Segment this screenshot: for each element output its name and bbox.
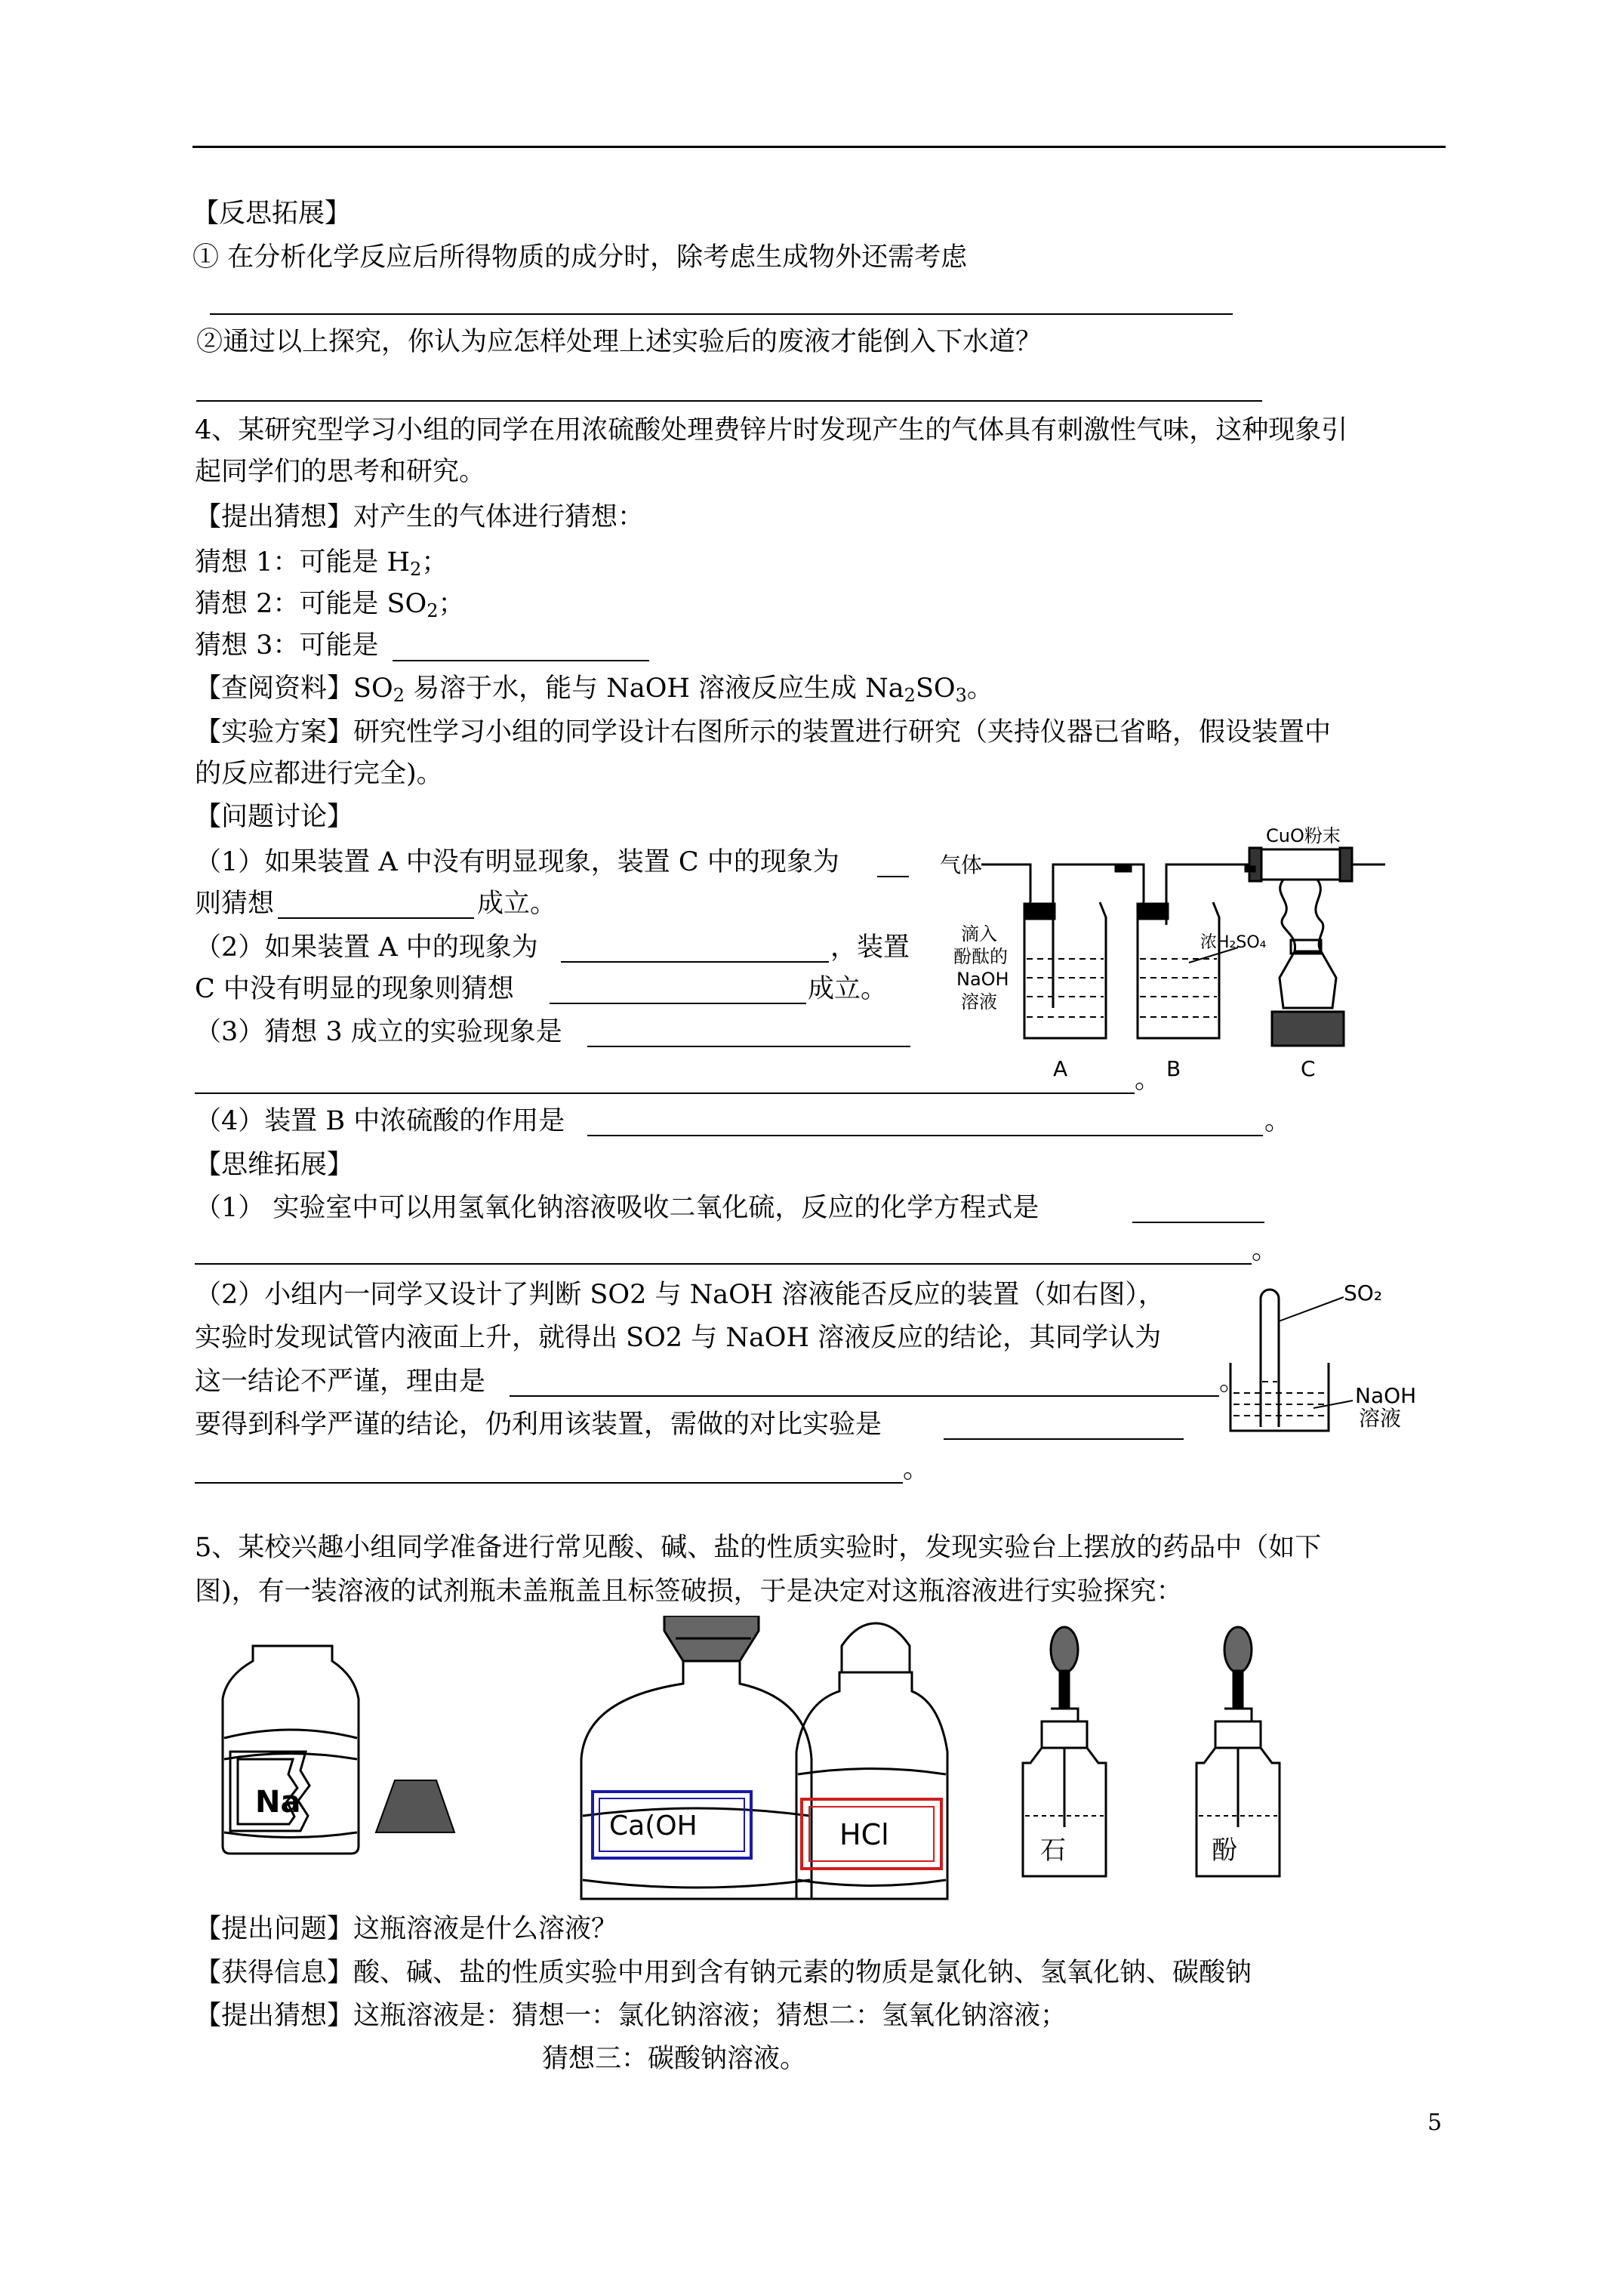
q5-intro-line-2: 图)，有一装溶液的试剂瓶未盖瓶盖且标签破损，于是决定对这瓶溶液进行实验探究： (195, 1576, 1183, 1607)
plan-line-1 (195, 713, 1331, 751)
subscript: 2 (427, 600, 439, 621)
think-2c: 这一结论不严谨，理由是 (195, 1367, 486, 1397)
think-1: （1） 实验室中可以用氢氧化钠溶液吸收二氧化硫，反应的化学方程式是 (195, 1193, 1039, 1223)
hypothesis-2 (195, 585, 465, 623)
info-text: 易溶于水，能与 NaOH 溶液反应生成 Na (404, 673, 904, 704)
bottle-a-letter: A (1053, 1056, 1068, 1081)
info-text: 酸、碱、盐的性质实验中用到含有钠元素的物质是氯化钠、氢氧化钠、碳酸钠 (353, 1958, 1252, 1988)
discussion-2d: 成立。 (808, 974, 888, 1004)
subscript: 2 (393, 685, 405, 706)
bottle-b-letter: B (1166, 1056, 1181, 1081)
section-heading: 【提出猜想】 (195, 2001, 354, 2031)
header-rule (192, 146, 1446, 148)
plan-text: 研究性学习小组的同学设计右图所示的装置进行研究（夹持仪器已省略，假设装置中 (353, 717, 1332, 747)
question-line (195, 1910, 617, 1948)
answer-blank[interactable] (195, 1482, 903, 1484)
section-heading: 【实验方案】 (195, 717, 354, 747)
discussion-2c: C 中没有明显的现象则猜想 (195, 974, 514, 1004)
hypothesis-text: 这瓶溶液是：猜想一：氯化钠溶液；猜想二：氢氧化钠溶液； (353, 2001, 1067, 2031)
page-number: 5 (1427, 2110, 1443, 2136)
info-line (195, 1954, 1252, 1992)
answer-blank[interactable] (210, 313, 1233, 315)
answer-blank[interactable] (877, 876, 909, 877)
bottle-a-label-line: 滴入 (961, 923, 997, 945)
subscript: 3 (955, 685, 967, 706)
hypothesis-1-text: 猜想 1：可能是 H (195, 547, 411, 578)
solution-label: 溶液 (1359, 1406, 1402, 1431)
think-2c-end: 。 (1219, 1367, 1246, 1397)
bottle-a-label-line: NaOH (956, 969, 1009, 990)
answer-blank[interactable] (561, 961, 829, 963)
discussion-3-end: 。 (1135, 1065, 1162, 1095)
q4-intro-line-1: 4、某研究型学习小组的同学在用浓硫酸处理费锌片时发现产生的气体具有刺激性气味，这种现象引 (195, 415, 1348, 445)
punctuation: ； (421, 547, 448, 578)
answer-blank[interactable] (587, 1046, 910, 1047)
bottle-cap (376, 1780, 454, 1832)
reagent-bottles-illustration (211, 1616, 1419, 1903)
section-heading: 【查阅资料】 (195, 673, 354, 704)
answer-blank[interactable] (1132, 1222, 1264, 1223)
punctuation: 。 (966, 673, 993, 704)
think-2b: 实验时发现试管内液面上升，就得出 SO2 与 NaOH 溶液反应的结论，其同学认为 (195, 1323, 1162, 1353)
subscript: 2 (904, 685, 916, 706)
question-text: 这瓶溶液是什么溶液？ (353, 1914, 618, 1944)
hcl-label-text: HCl (839, 1818, 889, 1851)
unlabeled-bottle (223, 1646, 359, 1854)
answer-blank[interactable] (550, 1003, 806, 1004)
apparatus-diagram (940, 819, 1423, 1099)
hypothesis-3: 猜想 3：可能是 (195, 630, 379, 661)
hypothesis-line-2: 猜想三：碳酸钠溶液。 (542, 2044, 807, 2074)
reflect-question-1: ① 在分析化学反应后所得物质的成分时，除考虑生成物外还需考虑 (192, 242, 968, 273)
think-heading: 【思维拓展】 (195, 1150, 354, 1180)
beaker-diagram (1215, 1268, 1419, 1442)
gas-label: 气体 (940, 852, 983, 877)
discussion-3: （3）猜想 3 成立的实验现象是 (195, 1017, 562, 1047)
torn-label-text: Na (255, 1785, 301, 1820)
answer-blank[interactable] (510, 1395, 1219, 1397)
plan-line-2: 的反应都进行完全)。 (195, 759, 443, 789)
hypothesis-1 (195, 544, 448, 581)
cuo-label: CuO粉末 (1266, 825, 1341, 846)
discussion-1b: 则猜想 (195, 889, 275, 919)
think-1-end: 。 (1252, 1235, 1279, 1265)
caoh-label-text: Ca(OH (609, 1811, 698, 1841)
answer-blank[interactable] (195, 1263, 1252, 1265)
discussion-1c: 成立。 (477, 889, 557, 919)
think-2d: 要得到科学严谨的结论，仍利用该装置，需做的对比实验是 (195, 1410, 882, 1440)
litmus-label-text: 石 (1040, 1835, 1066, 1866)
think-2a: （2）小组内一同学又设计了判断 SO2 与 NaOH 溶液能否反应的装置（如右图）， (195, 1280, 1165, 1310)
calcium-hydroxide-bottle (581, 1616, 812, 1899)
formula-text: SO (353, 673, 393, 704)
bottle-a-label-line: 酚酞的 (953, 946, 1008, 967)
q4-intro-line-2: 起同学们的思考和研究。 (195, 457, 486, 487)
section-heading: 【获得信息】 (195, 1958, 354, 1988)
bottle-a-label-line: 溶液 (961, 991, 997, 1012)
reference-info (195, 670, 993, 707)
punctuation: ； (438, 589, 465, 619)
answer-blank[interactable] (944, 1438, 1184, 1440)
section-heading: 【提出问题】 (195, 1914, 354, 1944)
phenolphthalein-label-text: 酚 (1212, 1835, 1237, 1866)
apparatus-c-letter: C (1301, 1056, 1316, 1081)
bottle-b-label: 浓H₂SO₄ (1200, 933, 1267, 952)
hydrochloric-acid-bottle (796, 1623, 947, 1899)
formula-text: SO (915, 673, 956, 704)
naoh-label: NaOH (1355, 1383, 1417, 1408)
hypothesis-3-blank[interactable] (393, 660, 649, 661)
discussion-4-end: 。 (1264, 1106, 1292, 1136)
subscript: 2 (410, 559, 422, 580)
so2-label: SO₂ (1344, 1281, 1383, 1305)
q4-hypothesis-intro (195, 498, 644, 536)
discussion-heading: 【问题讨论】 (195, 802, 354, 832)
q5-intro-line-1: 5、某校兴趣小组同学准备进行常见酸、碱、盐的性质实验时，发现实验台上摆放的药品中（如下 (195, 1533, 1322, 1563)
answer-blank[interactable] (587, 1135, 1263, 1136)
discussion-4: （4）装置 B 中浓硫酸的作用是 (195, 1106, 565, 1136)
hypothesis-intro-text: 对产生的气体进行猜想： (353, 502, 645, 532)
phenolphthalein-dropper-bottle (1196, 1627, 1280, 1876)
discussion-2a: （2）如果装置 A 中的现象为 (195, 932, 538, 963)
hypothesis-line (195, 1997, 1067, 2035)
hypothesis-2-text: 猜想 2：可能是 SO (195, 589, 427, 619)
discussion-1a: （1）如果装置 A 中没有明显现象，装置 C 中的现象为 (195, 847, 839, 877)
answer-blank[interactable] (196, 400, 1262, 402)
answer-blank[interactable] (278, 917, 474, 919)
think-2e-end: 。 (903, 1454, 930, 1484)
reflect-heading: 【反思拓展】 (192, 199, 352, 229)
discussion-2b: ，装置 (830, 932, 910, 963)
reflect-question-2: ②通过以上探究，你认为应怎样处理上述实验后的废液才能倒入下水道？ (196, 327, 1042, 357)
section-heading: 【提出猜想】 (195, 502, 354, 532)
